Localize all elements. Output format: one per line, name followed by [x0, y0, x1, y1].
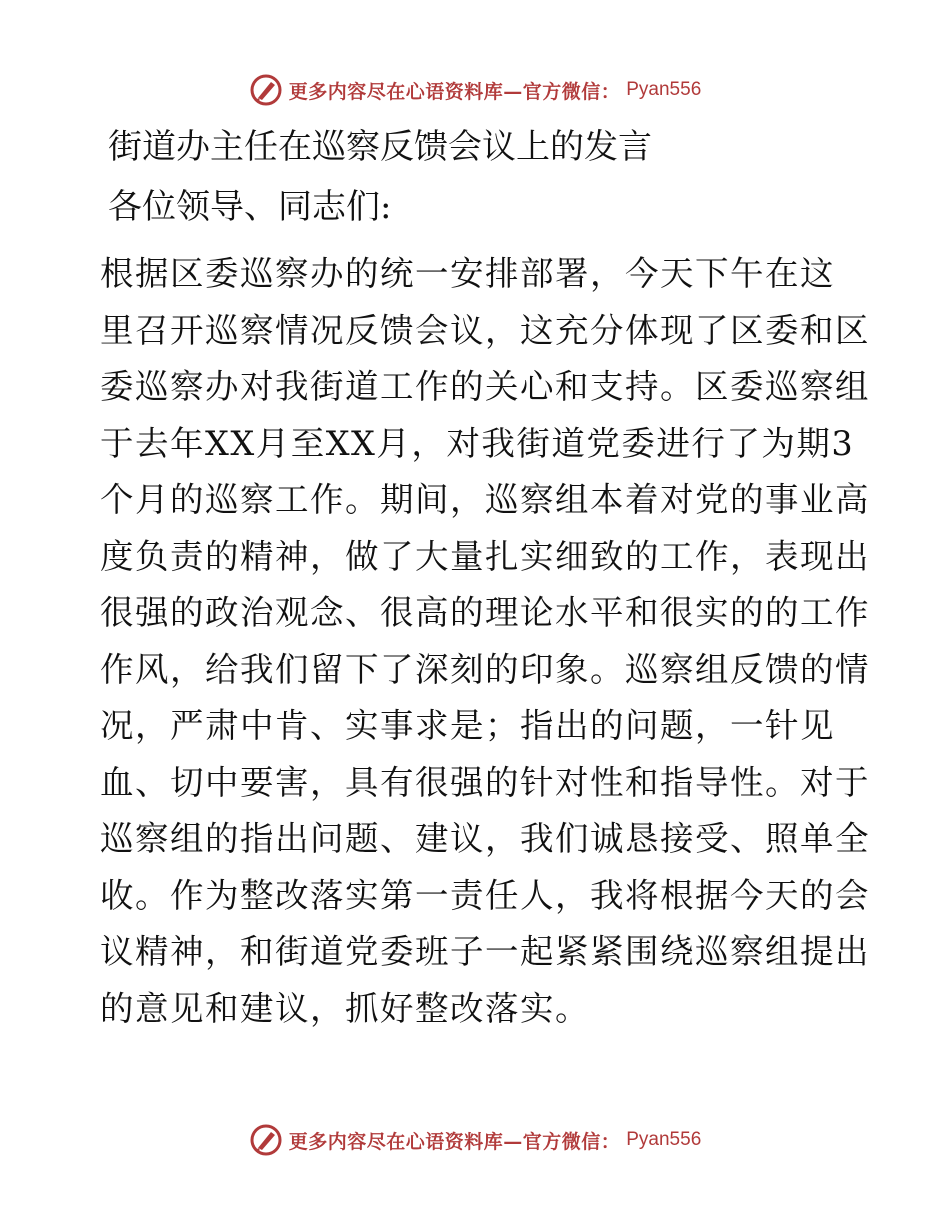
body-line: 巡察组的指出问题、建议，我们诚恳接受、照单全 — [100, 819, 870, 858]
body-line: 于去年XX月至XX月，对我街道党委进行了为期3 — [100, 423, 855, 463]
body-line: 委巡察办对我街道工作的关心和支持。区委巡察组 — [100, 367, 870, 406]
greeting: 各位领导、同志们: — [108, 187, 392, 227]
body-line: 况，严肃中肯、实事求是；指出的问题，一针见 — [100, 706, 835, 745]
body-paragraph — [100, 246, 870, 1037]
header-banner-text: 更多内容尽在心语资料库—官方微信： — [288, 80, 621, 103]
body-line: 的意见和建议，抓好整改落实。 — [100, 988, 590, 1028]
body-line: 个月的巡察工作。期间，巡察组本着对党的事业高 — [100, 480, 870, 519]
body-line: 议精神，和街道党委班子一起紧紧围绕巡察组提出 — [100, 932, 870, 971]
footer-banner-id: Pyan556 — [626, 1129, 702, 1150]
body-line: 作风，给我们留下了深刻的印象。巡察组反馈的情 — [100, 649, 870, 689]
body-line: 收。作为整改落实第一责任人，我将根据今天的会 — [100, 875, 870, 915]
footer-banner — [0, 1120, 950, 1160]
header-banner-id: Pyan556 — [626, 79, 702, 100]
pen-logo-icon — [249, 1123, 283, 1157]
header-banner — [0, 70, 950, 110]
document-title: 街道办主任在巡察反馈会议上的发言 — [108, 127, 652, 167]
document-body — [100, 122, 870, 1037]
body-line: 度负责的精神，做了大量扎实细致的工作，表现出 — [100, 536, 870, 576]
body-line: 根据区委巡察办的统一安排部署，今天下午在这 — [100, 254, 835, 293]
body-line: 血、切中要害，具有很强的针对性和指导性。对于 — [100, 762, 870, 802]
body-line: 里召开巡察情况反馈会议，这充分体现了区委和区 — [100, 310, 870, 350]
body-line: 很强的政治观念、很高的理论水平和很实的的工作 — [100, 593, 870, 632]
pen-logo-icon — [249, 73, 283, 107]
footer-banner-text: 更多内容尽在心语资料库—官方微信： — [288, 1130, 621, 1153]
